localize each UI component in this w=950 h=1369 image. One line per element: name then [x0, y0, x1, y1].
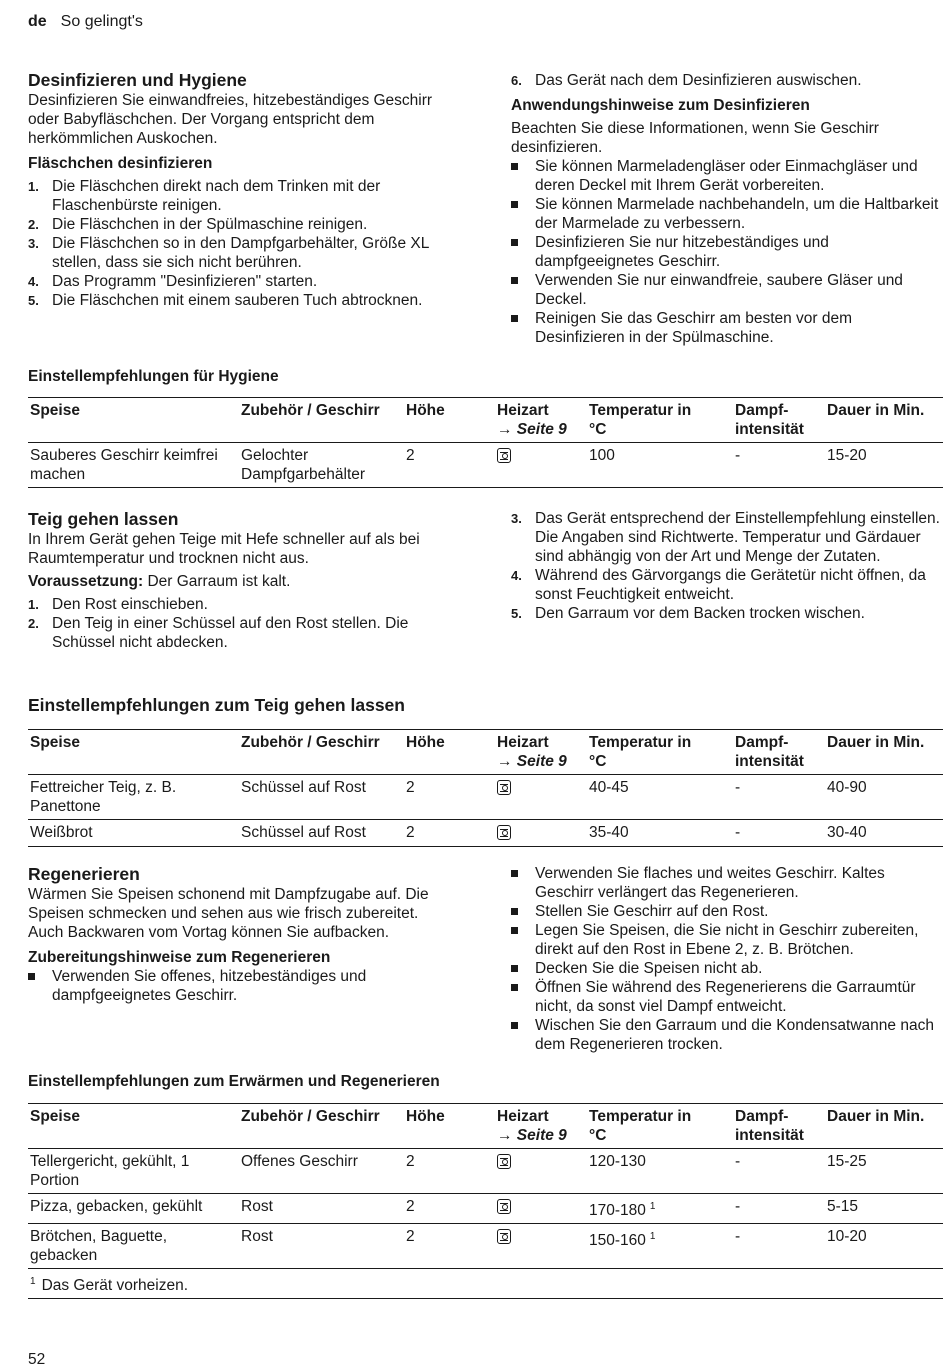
- list-item: Stellen Sie Geschirr auf den Rost.: [511, 902, 943, 921]
- regenerate-hints-title: Zubereitungshinweise zum Regenerieren: [28, 949, 331, 966]
- page-reference-link[interactable]: → Seite 9: [497, 421, 567, 438]
- regenerate-hints-list-continued: [511, 864, 943, 1054]
- col-heizart: Heizart → Seite 9: [495, 398, 587, 443]
- footnote-marker: 1: [649, 1231, 656, 1242]
- regenerate-hints-list: [28, 967, 433, 1005]
- regenerate-intro: Wärmen Sie Speisen schonend mit Dampfzugabe auf. Die Speisen schmecken und sehen aus wie frisch zubereitet. Auch Backwaren vom Vortag können Sie aufbacken.: [28, 886, 429, 941]
- step-item: 2. Die Fläschchen in der Spülmaschine reinigen.: [28, 216, 368, 233]
- page-reference-link[interactable]: → Seite 9: [497, 1127, 567, 1144]
- list-item: Sie können Marmeladengläser oder Einmachgläser und deren Deckel mit Ihrem Gerät vorbereiten.: [511, 157, 943, 195]
- step-item: 4. Während des Gärvorgangs die Gerätetür nicht öffnen, da sonst Feuchtigkeit entweicht.: [511, 567, 926, 603]
- step-item: 3. Das Gerät entsprechend der Einstellempfehlung einstellen. Die Angaben sind Richtwerte. Temperatur und Gärdauer sind abhängig von der Art und Menge der Zutaten.: [511, 510, 940, 565]
- hygiene-table: [28, 397, 943, 488]
- dough-steps-right: [511, 509, 943, 623]
- disinfect-hints-list: [511, 157, 943, 347]
- dough-title: Teig gehen lassen: [28, 509, 179, 529]
- bottles-steps-continued: [511, 71, 943, 90]
- page-number: 52: [28, 1351, 46, 1368]
- proofing-icon: [497, 825, 511, 840]
- table-row: Fettreicher Teig, z. B. Panettone Schüssel auf Rost 2 40-45 - 40-90: [28, 775, 943, 820]
- col-dampf: Dampf- intensität: [733, 398, 825, 443]
- disinfect-section: [28, 69, 468, 310]
- proofing-icon: [497, 780, 511, 795]
- list-item: Legen Sie Speisen, die Sie nicht in Geschirr zubereiten, direkt auf den Rost in Ebene 2, z. B. Brötchen.: [511, 921, 943, 959]
- step-item: 5. Die Fläschchen mit einem sauberen Tuch abtrocknen.: [28, 292, 423, 309]
- regenerate-icon: [497, 1154, 511, 1169]
- page-header: [28, 12, 143, 31]
- table-footnote-row: $^1$ Das Gerät vorheizen.: [28, 1269, 943, 1299]
- list-item: Verwenden Sie nur einwandfreie, saubere Gläser und Deckel.: [511, 271, 943, 309]
- col-hoehe: Höhe: [404, 398, 495, 443]
- dough-prerequisite: Voraussetzung: Der Garraum ist kalt.: [28, 573, 291, 590]
- disinfect-hints-title: Anwendungshinweise zum Desinfizieren: [511, 97, 810, 114]
- list-item: Decken Sie die Speisen nicht ab.: [511, 959, 943, 978]
- list-item: Sie können Marmelade nachbehandeln, um die Haltbarkeit der Marmelade zu verbessern.: [511, 195, 943, 233]
- list-item: Verwenden Sie offenes, hitzebeständiges und dampfgeeignetes Geschirr.: [28, 967, 433, 1005]
- step-item: 1. Den Rost einschieben.: [28, 596, 208, 613]
- dough-intro: In Ihrem Gerät gehen Teige mit Hefe schneller auf als bei Raumtemperatur und trocknen nicht aus.: [28, 531, 420, 567]
- step-item: 6. Das Gerät nach dem Desinfizieren auswischen.: [511, 72, 862, 89]
- regenerate-title: Regenerieren: [28, 864, 140, 884]
- regenerate-icon: [497, 1229, 511, 1244]
- disinfect-hints-intro: Beachten Sie diese Informationen, wenn Sie Geschirr desinfizieren.: [511, 120, 879, 156]
- col-speise: Speise: [28, 398, 239, 443]
- table-row: Weißbrot Schüssel auf Rost 2 35-40 - 30-40: [28, 820, 943, 847]
- list-item: Desinfizieren Sie nur hitzebeständiges und dampfgeeignetes Geschirr.: [511, 233, 943, 271]
- step-item: 2. Den Teig in einer Schüssel auf den Rost stellen. Die Schüssel nicht abdecken.: [28, 615, 409, 651]
- regenerate-table-title: Einstellempfehlungen zum Erwärmen und Regenerieren: [28, 1073, 440, 1090]
- step-item: 4. Das Programm "Desinfizieren" starten.: [28, 273, 318, 290]
- bottles-steps: [28, 177, 458, 310]
- dough-section: [28, 508, 468, 652]
- section-name: So gelingt's: [60, 13, 143, 30]
- dough-steps-continued: [511, 509, 943, 623]
- dough-table-title: Einstellempfehlungen zum Teig gehen lassen: [28, 695, 405, 715]
- regenerate-hints-right: [511, 864, 943, 1054]
- dough-steps: [28, 595, 438, 652]
- disinfect-intro: Desinfizieren Sie einwandfreies, hitzebeständiges Geschirr oder Babyfläschchen. Der Vorgang entspricht dem herkömmlichen Auskochen.: [28, 92, 433, 147]
- table-row: Tellergericht, gekühlt, 1 Portion Offenes Geschirr 2 120-130 - 15-25: [28, 1149, 943, 1194]
- list-item: Wischen Sie den Garraum und die Kondensatwanne nach dem Regenerieren trocken.: [511, 1016, 943, 1054]
- col-zubehoer: Zubehör / Geschirr: [239, 398, 404, 443]
- table-row: Pizza, gebacken, gekühlt Rost 2 170-180 $^1$ - 5-15: [28, 1194, 943, 1224]
- steam-icon: [497, 448, 511, 463]
- bottles-subtitle: Fläschchen desinfizieren: [28, 155, 213, 172]
- step-item: 5. Den Garraum vor dem Backen trocken wischen.: [511, 605, 865, 622]
- col-temperatur: Temperatur in °C: [587, 398, 733, 443]
- regenerate-icon: [497, 1199, 511, 1214]
- step-item: 1. Die Fläschchen direkt nach dem Trinken mit der Flaschenbürste reinigen.: [28, 178, 381, 214]
- list-item: Reinigen Sie das Geschirr am besten vor dem Desinfizieren in der Spülmaschine.: [511, 309, 943, 347]
- language-code: de: [28, 13, 47, 30]
- footnote-marker: 1: [649, 1201, 656, 1212]
- regenerate-section: [28, 863, 468, 1005]
- table-row: Sauberes Geschirr keimfrei machen Gelochter Dampfgarbehälter 2 100 - 15-20: [28, 443, 943, 488]
- disinfect-hints-section: [511, 71, 943, 347]
- disinfect-title: Desinfizieren und Hygiene: [28, 70, 247, 90]
- list-item: Verwenden Sie flaches und weites Geschirr. Kaltes Geschirr verlängert das Regenerieren.: [511, 864, 943, 902]
- list-item: Öffnen Sie während des Regenerierens die Garraumtür nicht, da sonst viel Dampf entweicht.: [511, 978, 943, 1016]
- regenerate-table: Speise Zubehör / Geschirr Höhe Heizart → Seite 9 Temperatur in °C Dampf- intensität Dauer in Min. Tellergericht, gekühlt, 1 Portion Offenes Geschirr 2 120-130 - 15-25 Pizza, gebacken, gekühlt Rost 2 170-180 $^1$ - 5-15 Brötchen, Baguette, gebacken Rost 2 150-160 $^1$ - 10-20 $^1$ Das Gerät vorheizen.: [28, 1103, 943, 1299]
- hygiene-table-title: Einstellempfehlungen für Hygiene: [28, 368, 279, 385]
- dough-table: Speise Zubehör / Geschirr Höhe Heizart → Seite 9 Temperatur in °C Dampf- intensität Dauer in Min. Fettreicher Teig, z. B. Panettone Schüssel auf Rost 2 40-45 - 40-90 Weißbrot Schüssel auf Rost 2 35-40 - 30-40: [28, 729, 943, 847]
- step-item: 3. Die Fläschchen so in den Dampfgarbehälter, Größe XL stellen, dass sie sich nicht berühren.: [28, 235, 429, 271]
- table-row: Brötchen, Baguette, gebacken Rost 2 150-160 $^1$ - 10-20: [28, 1224, 943, 1269]
- col-dauer: Dauer in Min.: [825, 398, 943, 443]
- page-reference-link[interactable]: → Seite 9: [497, 753, 567, 770]
- table-footnote: Das Gerät vorheizen.: [41, 1277, 189, 1294]
